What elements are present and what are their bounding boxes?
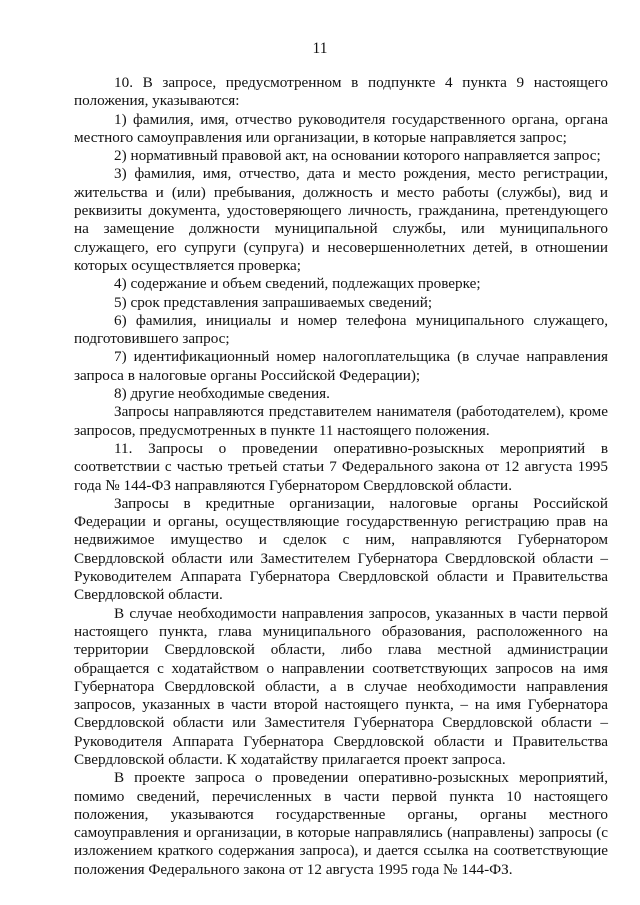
- paragraph-list-item-3: 3) фамилия, имя, отчество, дата и место рождения, место регистрации, жительства и (или) пребывания, должность и место работы (службы), вид и реквизиты документа, удостоверяющего личность, гражданина, претендующего на замещение должности муниципальной службы, или муниципального служащего, его супруги (супруга) и несовершеннолетних детей, в отношении которых осуществляется проверка;: [74, 165, 608, 274]
- paragraph-list-item-7: 7) идентификационный номер налогоплательщика (в случае направления запроса в налоговые органы Российской Федерации);: [74, 348, 608, 384]
- paragraph-list-item-5: 5) срок представления запрашиваемых сведений;: [114, 293, 433, 311]
- document-body: [74, 74, 608, 879]
- paragraph-list-item-2: 2) нормативный правовой акт, на основании которого направляется запрос;: [114, 147, 601, 165]
- paragraph-list-item-8: 8) другие необходимые сведения.: [114, 385, 330, 403]
- paragraph-petition: В случае необходимости направления запросов, указанных в части первой настоящего пункта, глава муниципального образования, расположенного на территории Свердловской области, либо глава местной администрации обращается с ходатайством о направлении соответствующих запросов на имя Губернатора Свердловской области, а в случае необходимости направления запросов, указанных в части второй настоящего пункта, – на имя Губернатора Свердловской области или Заместителя Губернатора Свердловской области – Руководителя Аппарата Губернатора Свердловской области и Правительства Свердловской области. К ходатайству прилагается проект запроса.: [74, 604, 608, 768]
- paragraph-draft-request: В проекте запроса о проведении оперативно-розыскных мероприятий, помимо сведений, перечисленных в части первой пункта 10 настоящего положения, указываются государственные органы, органы местного самоуправления и организации, в которые направлялись (направлены) запросы (с изложением краткого содержания запроса), и дается ссылка на соответствующие положения Федерального закона от 12 августа 1995 года № 144-ФЗ.: [74, 769, 608, 878]
- paragraph-credit-organizations: Запросы в кредитные организации, налоговые органы Российской Федерации и органы, осуществляющие государственную регистрацию прав на недвижимое имущество и сделок с ним, направляются Губернатором Свердловской области или Заместителем Губернатора Свердловской области – Руководителем Аппарата Губернатора Свердловской области и Правительства Свердловской области.: [74, 494, 608, 604]
- paragraph-item-11: 11. Запросы о проведении оперативно-розыскных мероприятий в соответствии с частью третьей статьи 7 Федерального закона от 12 августа 1995 года № 144-ФЗ направляются Губернатором Свердловской области.: [74, 439, 608, 494]
- page-number: 11: [312, 40, 328, 57]
- paragraph-requests-sender: Запросы направляются представителем нанимателя (работодателем), кроме запросов, предусмотренных в пункте 11 настоящего положения.: [74, 403, 608, 439]
- paragraph-list-item-4: 4) содержание и объем сведений, подлежащих проверке;: [114, 275, 481, 293]
- paragraph-item-10-intro: 10. В запросе, предусмотренном в подпункте 4 пункта 9 настоящего положения, указываются:: [74, 74, 608, 110]
- paragraph-list-item-6: 6) фамилия, инициалы и номер телефона муниципального служащего, подготовившего запрос;: [74, 311, 608, 348]
- paragraph-list-item-1: 1) фамилия, имя, отчество руководителя государственного органа, органа местного самоуправления или организации, в которые направляется запрос;: [74, 110, 608, 146]
